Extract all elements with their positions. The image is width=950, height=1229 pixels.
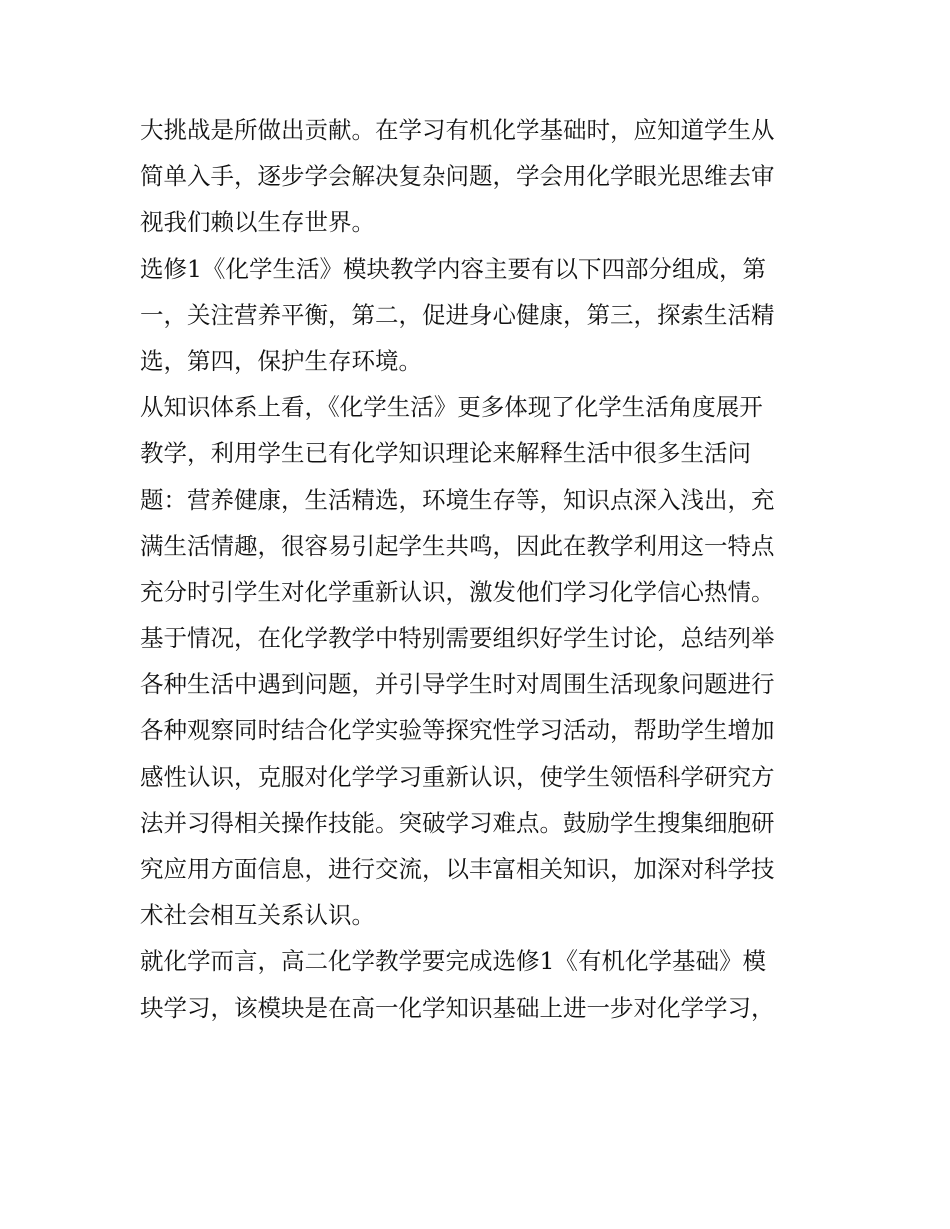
text-line: 基于情况，在化学教学中特别需要组织好学生讨论，总结列举 bbox=[140, 624, 775, 653]
text-line: 各种生活中遇到问题，并引导学生时对周围生活现象问题进行 bbox=[140, 670, 775, 699]
text-line: 选修1《化学生活》模块教学内容主要有以下四部分组成，第 bbox=[140, 254, 766, 283]
text-line: 感性认识，克服对化学学习重新认识，使学生领悟科学研究方 bbox=[140, 762, 775, 791]
text-line: 选，第四，保护生存环境。 bbox=[140, 346, 422, 375]
text-line: 大挑战是所做出贡献。在学习有机化学基础时，应知道学生从 bbox=[140, 116, 775, 144]
text-line: 简单入手，逐步学会解决复杂问题，学会用化学眼光思维去审 bbox=[140, 162, 775, 191]
text-line: 各种观察同时结合化学实验等探究性学习活动，帮助学生增加 bbox=[140, 716, 775, 745]
text-line: 究应用方面信息，进行交流，以丰富相关知识，加深对科学技 bbox=[140, 855, 775, 883]
text-line: 法并习得相关操作技能。突破学习难点。鼓励学生搜集细胞研 bbox=[140, 808, 775, 837]
text-line: 块学习，该模块是在高一化学知识基础上进一步对化学学习， bbox=[140, 993, 775, 1022]
text-line: 教学，利用学生已有化学知识理论来解释生活中很多生活问 bbox=[140, 439, 751, 468]
document-body bbox=[140, 107, 812, 1031]
text-line: 满生活情趣，很容易引起学生共鸣，因此在教学利用这一特点 bbox=[140, 531, 775, 560]
text-line: 视我们赖以生存世界。 bbox=[140, 208, 375, 237]
text-line: 术社会相互关系认识。 bbox=[140, 901, 375, 930]
text-line: 题：营养健康，生活精选，环境生存等，知识点深入浅出，充 bbox=[140, 485, 775, 514]
text-line: 一，关注营养平衡，第二，促进身心健康，第三，探索生活精 bbox=[140, 300, 775, 329]
text-line: 就化学而言，高二化学教学要完成选修1《有机化学基础》模 bbox=[140, 947, 766, 976]
text-line: 充分时引学生对化学重新认识，激发他们学习化学信心热情。 bbox=[140, 577, 775, 606]
text-line: 从知识体系上看，《化学生活》更多体现了化学生活角度展开 bbox=[140, 393, 763, 422]
